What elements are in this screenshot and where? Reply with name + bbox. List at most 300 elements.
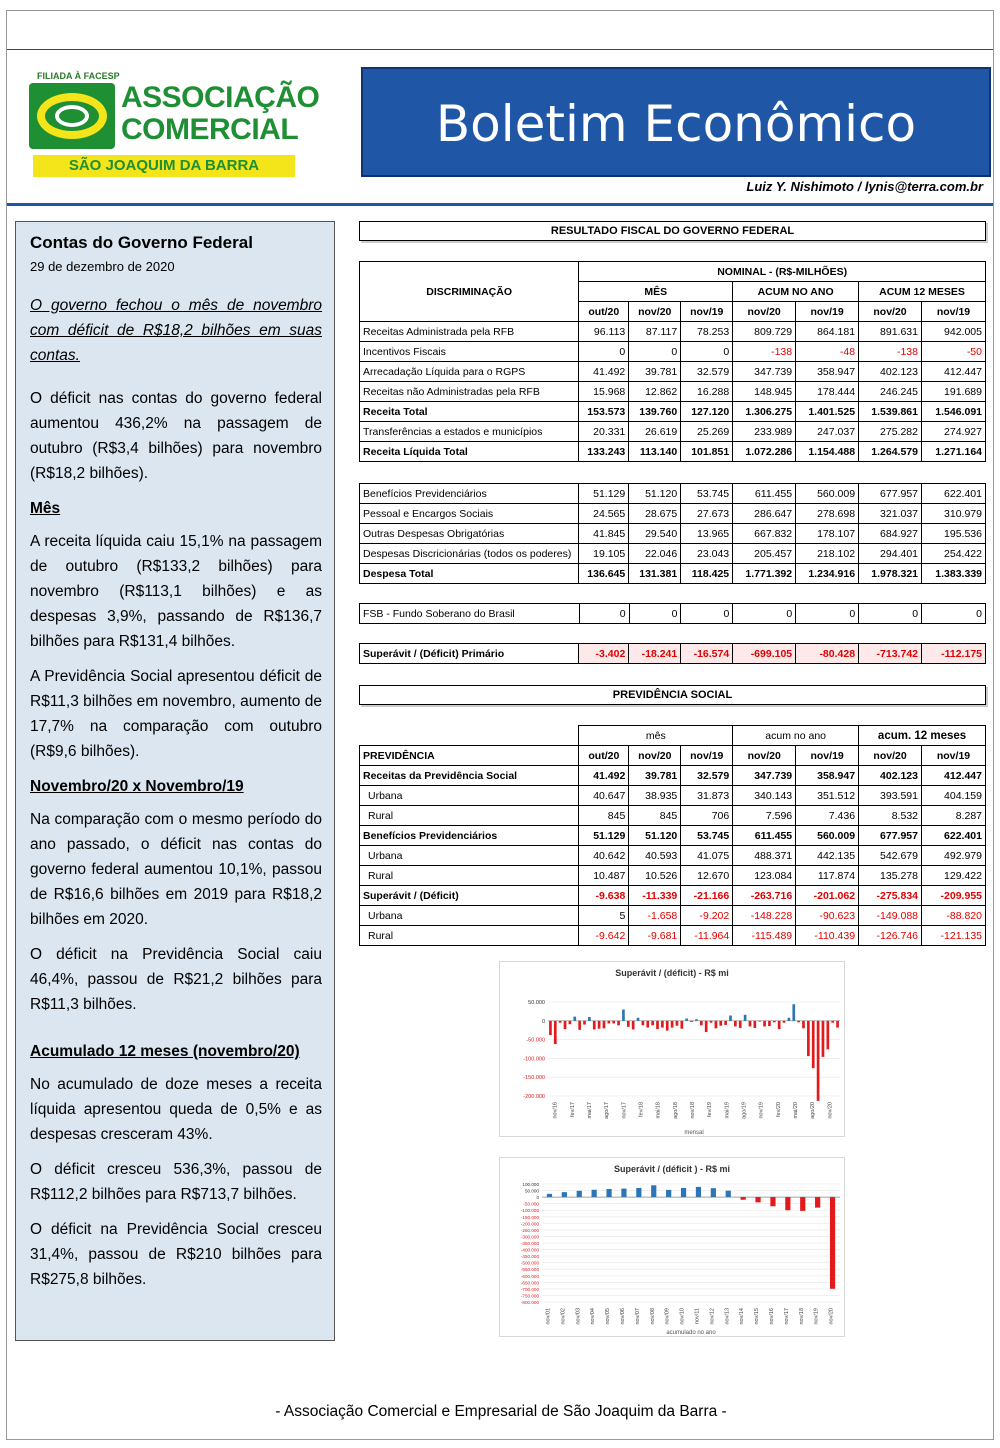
association-logo: [29, 71, 320, 181]
value-cell: -9.642: [579, 926, 629, 946]
y-tick-label: -500.000: [520, 1260, 539, 1266]
y-tick-label: -400.000: [520, 1247, 539, 1253]
column-header-discriminacao: DISCRIMINAÇÃO: [360, 262, 579, 322]
x-tick-label: nov/10: [679, 1308, 686, 1325]
value-cell: 7.596: [733, 806, 796, 826]
x-tick-label: nov/18: [690, 1102, 696, 1119]
value-cell: 1.271.164: [921, 442, 985, 462]
value-cell: 1.234.916: [796, 564, 859, 584]
value-cell: 0: [922, 604, 986, 624]
value-cell: 25.269: [681, 422, 733, 442]
row-label-header: PREVIDÊNCIA: [360, 746, 579, 766]
value-cell: 178.107: [796, 524, 859, 544]
value-cell: 24.565: [579, 504, 629, 524]
data-bar: [627, 1021, 630, 1027]
table-row: [360, 544, 986, 564]
value-cell: 51.120: [629, 826, 681, 846]
value-cell: 27.673: [681, 504, 733, 524]
x-tick-label: ago/17: [604, 1102, 611, 1119]
header-top-rule: [7, 49, 993, 50]
x-tick-label: nov/16: [552, 1102, 559, 1119]
value-cell: 40.647: [579, 786, 629, 806]
value-cell: 118.425: [681, 564, 733, 584]
x-tick-label: nov/19: [813, 1308, 820, 1325]
x-tick-label: mai/18: [655, 1102, 662, 1119]
data-bar: [646, 1021, 649, 1028]
y-tick-label: -650.000: [520, 1280, 539, 1286]
x-tick-label: nov/02: [560, 1308, 567, 1325]
value-cell: 131.381: [629, 564, 681, 584]
data-bar: [734, 1021, 737, 1027]
value-cell: -148.228: [733, 906, 796, 926]
value-cell: 1.539.861: [859, 402, 922, 422]
row-label: Despesas Discricionárias (todos os poderes): [360, 544, 579, 564]
article-paragraph: O déficit nas contas do governo federal aumentou 436,2% na passagem de outubro (R$3,4 bilhões) para novembro (R$18,2 bilhões).: [30, 390, 322, 482]
value-cell: 0: [579, 604, 629, 624]
table-row: [360, 362, 986, 382]
data-bar: [768, 1021, 771, 1026]
data-bar: [800, 1197, 805, 1211]
value-cell: 358.947: [796, 362, 859, 382]
value-cell: -126.746: [859, 926, 922, 946]
row-label: Urbana: [360, 846, 579, 866]
data-bar: [676, 1021, 679, 1026]
x-axis-label: acumulado no ano: [666, 1330, 716, 1336]
table-row: [360, 484, 986, 504]
value-cell: 127.120: [681, 402, 733, 422]
data-bar: [588, 1017, 591, 1021]
data-bar: [700, 1021, 703, 1026]
value-cell: 0: [733, 604, 796, 624]
value-cell: -201.062: [796, 886, 859, 906]
value-cell: 412.447: [921, 362, 985, 382]
value-cell: 340.143: [733, 786, 796, 806]
data-bar: [719, 1021, 722, 1026]
row-label: Receitas Administrada pela RFB: [360, 322, 579, 342]
table-row: [360, 524, 986, 544]
y-tick-label: -150.000: [520, 1214, 539, 1220]
x-tick-label: nov/20: [827, 1102, 834, 1119]
logo-line3: SÃO JOAQUIM DA BARRA: [33, 155, 295, 177]
y-tick-label: -700.000: [520, 1286, 539, 1292]
group-header: ACUM 12 MESES: [859, 282, 986, 302]
value-cell: 41.492: [579, 362, 629, 382]
row-label: Despesa Total: [360, 564, 579, 584]
x-tick-label: nov/07: [634, 1308, 641, 1325]
value-cell: -48: [796, 342, 859, 362]
data-bar: [680, 1021, 683, 1029]
value-cell: 1.383.339: [922, 564, 986, 584]
y-tick-label: 0: [541, 1018, 545, 1025]
value-cell: 29.540: [629, 524, 681, 544]
primary-result-table: [359, 643, 986, 664]
x-tick-label: nov/04: [590, 1308, 597, 1325]
value-cell: 706: [681, 806, 733, 826]
section-heading-mes: Mês: [30, 500, 61, 517]
previdencia-table: [359, 725, 986, 946]
data-bar: [785, 1197, 790, 1210]
x-tick-label: nov/17: [783, 1308, 790, 1325]
data-bar: [636, 1188, 641, 1197]
value-cell: 15.968: [579, 382, 629, 402]
value-cell: 40.642: [579, 846, 629, 866]
table-row: [360, 644, 986, 664]
value-cell: -115.489: [733, 926, 796, 946]
chart-title: Superávit / (déficit ) - R$ mi: [613, 1164, 731, 1174]
data-bar: [573, 1017, 576, 1021]
group-header: ACUM NO ANO: [733, 282, 859, 302]
value-cell: 19.105: [579, 544, 629, 564]
data-bar: [564, 1021, 567, 1029]
value-cell: 78.253: [681, 322, 733, 342]
x-tick-label: ago/19: [741, 1102, 748, 1119]
row-label: Rural: [360, 806, 579, 826]
data-bar: [831, 1021, 834, 1023]
data-bar: [830, 1197, 835, 1289]
value-cell: 0: [579, 342, 629, 362]
x-tick-label: fev/18: [638, 1102, 645, 1117]
y-tick-label: -100.000: [520, 1208, 539, 1214]
value-cell: 87.117: [629, 322, 681, 342]
value-cell: 32.579: [681, 362, 733, 382]
period-column-header: nov/20: [733, 302, 796, 322]
data-bar: [569, 1021, 572, 1024]
value-cell: 1.546.091: [921, 402, 985, 422]
row-label: Transferências a estados e municípios: [360, 422, 579, 442]
value-cell: 1.771.392: [733, 564, 796, 584]
value-cell: 864.181: [796, 322, 859, 342]
data-bar: [666, 1021, 669, 1031]
data-bar: [685, 1019, 688, 1021]
author-line: Luiz Y. Nishimoto / lynis@terra.com.br: [746, 179, 983, 194]
value-cell: 129.422: [922, 866, 986, 886]
value-cell: 135.278: [859, 866, 922, 886]
value-cell: 310.979: [922, 504, 986, 524]
value-cell: 1.072.286: [733, 442, 796, 462]
x-tick-label: ago/20: [810, 1102, 817, 1119]
value-cell: -699.105: [733, 644, 796, 664]
y-tick-label: -300.000: [520, 1234, 539, 1240]
value-cell: 247.037: [796, 422, 859, 442]
row-label: Rural: [360, 866, 579, 886]
value-cell: 246.245: [859, 382, 922, 402]
row-label: Receita Líquida Total: [360, 442, 579, 462]
value-cell: 891.631: [859, 322, 922, 342]
value-cell: 8.287: [922, 806, 986, 826]
x-tick-label: nov/19: [758, 1102, 765, 1119]
data-bar: [812, 1021, 815, 1068]
data-bar: [773, 1021, 776, 1023]
period-column-header: nov/20: [859, 746, 922, 766]
data-bar: [758, 1021, 761, 1022]
period-column-header: nov/19: [681, 302, 733, 322]
value-cell: 7.436: [796, 806, 859, 826]
value-cell: 136.645: [579, 564, 629, 584]
value-cell: 12.862: [629, 382, 681, 402]
value-cell: -50: [921, 342, 985, 362]
data-bar: [802, 1021, 805, 1029]
value-cell: 153.573: [579, 402, 629, 422]
y-tick-label: -350.000: [520, 1241, 539, 1246]
value-cell: 13.965: [681, 524, 733, 544]
value-cell: 0: [796, 604, 859, 624]
value-cell: 20.331: [579, 422, 629, 442]
value-cell: -138: [733, 342, 796, 362]
y-tick-label: -200.000: [523, 1094, 545, 1100]
table-row: [360, 504, 986, 524]
data-bar: [715, 1021, 718, 1029]
y-tick-label: 50.000: [528, 1000, 545, 1006]
value-cell: 278.698: [796, 504, 859, 524]
y-tick-label: -600.000: [520, 1273, 539, 1279]
data-bar: [681, 1188, 686, 1197]
y-tick-label: -150.000: [523, 1075, 545, 1082]
x-tick-label: nov/01: [545, 1308, 552, 1325]
value-cell: 96.113: [579, 322, 629, 342]
value-cell: 667.832: [733, 524, 796, 544]
period-column-header: nov/19: [796, 302, 859, 322]
data-bar: [705, 1021, 708, 1032]
value-cell: -209.955: [922, 886, 986, 906]
value-cell: 51.120: [629, 484, 681, 504]
y-tick-label: -250.000: [520, 1227, 539, 1233]
table-row: [360, 826, 986, 846]
value-cell: -11.964: [681, 926, 733, 946]
row-label: Superávit / (Déficit) Primário: [360, 644, 579, 664]
y-tick-label: -550.000: [520, 1267, 539, 1273]
value-cell: -275.834: [859, 886, 922, 906]
data-bar: [603, 1021, 606, 1029]
table-row: [360, 906, 986, 926]
value-cell: 294.401: [859, 544, 922, 564]
value-cell: 113.140: [629, 442, 681, 462]
fiscal-result-table: [359, 261, 986, 462]
data-bar: [583, 1021, 586, 1025]
group-header: acum. 12 meses: [859, 726, 986, 746]
article-paragraph: O déficit na Previdência Social caiu 46,4%, passou de R$21,2 bilhões para R$11,3 bilhões.: [30, 946, 322, 1013]
row-label: Incentivos Fiscais: [360, 342, 579, 362]
value-cell: 542.679: [859, 846, 922, 866]
value-cell: 611.455: [733, 484, 796, 504]
value-cell: 53.745: [681, 826, 733, 846]
x-tick-label: mai/17: [586, 1102, 593, 1119]
data-bar: [817, 1021, 820, 1101]
value-cell: 39.781: [629, 766, 681, 786]
y-tick-label: 0: [536, 1195, 539, 1201]
data-bar: [562, 1192, 567, 1197]
value-cell: 1.264.579: [859, 442, 922, 462]
row-label: Receita Total: [360, 402, 579, 422]
value-cell: 1.401.525: [796, 402, 859, 422]
article-lead: O governo fechou o mês de novembro com déficit de R$18,2 bilhões em suas contas.: [30, 297, 322, 364]
table-row: [360, 786, 986, 806]
value-cell: 8.532: [859, 806, 922, 826]
data-bar: [788, 1018, 791, 1021]
x-tick-label: nov/03: [575, 1308, 582, 1325]
y-tick-label: -50.000: [523, 1201, 539, 1207]
period-column-header: nov/20: [629, 746, 681, 766]
value-cell: 195.536: [922, 524, 986, 544]
data-bar: [695, 1019, 698, 1021]
value-cell: 218.102: [796, 544, 859, 564]
x-tick-label: nov/14: [739, 1308, 746, 1325]
value-cell: 5: [579, 906, 629, 926]
page: [6, 10, 994, 1440]
value-cell: 347.739: [733, 362, 796, 382]
data-bar: [651, 1021, 654, 1026]
value-cell: -90.623: [796, 906, 859, 926]
section-heading-acum: Acumulado 12 meses (novembro/20): [30, 1043, 300, 1060]
value-cell: 611.455: [733, 826, 796, 846]
value-cell: 275.282: [859, 422, 922, 442]
logo-affiliation: FILIADA À FACESP: [37, 71, 120, 81]
period-column-header: nov/20: [859, 302, 922, 322]
data-bar: [598, 1021, 601, 1029]
table-row: [360, 866, 986, 886]
value-cell: 393.591: [859, 786, 922, 806]
value-cell: 404.159: [922, 786, 986, 806]
table-row: [360, 846, 986, 866]
value-cell: -9.638: [579, 886, 629, 906]
value-cell: 351.512: [796, 786, 859, 806]
value-cell: -9.681: [629, 926, 681, 946]
value-cell: 492.979: [922, 846, 986, 866]
article-paragraph: A receita líquida caiu 15,1% na passagem de outubro (R$133,2 bilhões) para novembro (R$113,1 bilhões) e as despesas 3,9%, passando de R$136,7 bilhões para R$131,4 bilhões.: [30, 533, 322, 650]
title-banner: [361, 67, 991, 177]
x-tick-label: nov/15: [754, 1308, 761, 1325]
data-bar: [690, 1021, 693, 1022]
value-cell: 23.043: [681, 544, 733, 564]
table-row: [360, 342, 986, 362]
data-bar: [826, 1021, 829, 1050]
article-paragraph: A Previdência Social apresentou déficit de R$11,3 bilhões em novembro, aumento de 17,7% na comparação com outubro (R$9,6 bilhões).: [30, 668, 322, 760]
y-tick-label: -200.000: [520, 1221, 539, 1227]
data-bar: [549, 1021, 552, 1035]
value-cell: 41.075: [681, 846, 733, 866]
table-row: [360, 604, 986, 624]
monthly-balance-chart: [499, 961, 845, 1137]
article-paragraph: Na comparação com o mesmo período do ano passado, o déficit nas contas do governo federal aumentou 10,1%, passou de R$16,6 bilhões em 2019 para R$18,2 bilhões em 2020.: [30, 811, 322, 928]
x-tick-label: ago/18: [672, 1102, 679, 1119]
data-bar: [822, 1021, 825, 1057]
expense-table: [359, 483, 986, 584]
y-tick-label: -50.000: [526, 1037, 545, 1044]
period-column-header: nov/19: [922, 746, 986, 766]
data-bar: [642, 1021, 645, 1026]
x-tick-label: nov/16: [768, 1308, 775, 1325]
data-bar: [739, 1021, 742, 1028]
value-cell: 0: [629, 604, 681, 624]
table-row: [360, 926, 986, 946]
period-column-header: out/20: [579, 746, 629, 766]
value-cell: 101.851: [681, 442, 733, 462]
y-tick-label: -750.000: [520, 1293, 539, 1299]
article-paragraph: No acumulado de doze meses a receita líquida apresentou queda de 0,5% e as despesas cresceram 43%.: [30, 1076, 322, 1143]
period-column-header: nov/19: [681, 746, 733, 766]
value-cell: -21.166: [681, 886, 733, 906]
value-cell: -18.241: [629, 644, 681, 664]
data-bar: [666, 1190, 671, 1197]
data-bar: [792, 1004, 795, 1021]
value-cell: 123.084: [733, 866, 796, 886]
value-cell: -9.202: [681, 906, 733, 926]
x-tick-label: nov/13: [724, 1308, 731, 1325]
sidebar-article: [15, 221, 335, 1341]
value-cell: 254.422: [922, 544, 986, 564]
value-cell: 16.288: [681, 382, 733, 402]
value-cell: 0: [681, 604, 733, 624]
value-cell: 191.689: [921, 382, 985, 402]
value-cell: 38.935: [629, 786, 681, 806]
value-cell: 28.675: [629, 504, 681, 524]
value-cell: -16.574: [681, 644, 733, 664]
value-cell: -110.439: [796, 926, 859, 946]
row-label: Rural: [360, 926, 579, 946]
x-tick-label: nov/05: [605, 1308, 612, 1325]
x-tick-label: nov/12: [709, 1308, 716, 1325]
value-cell: 1.306.275: [733, 402, 796, 422]
table-row: [360, 806, 986, 826]
article-heading: Contas do Governo Federal: [30, 233, 253, 252]
value-cell: 32.579: [681, 766, 733, 786]
value-cell: -149.088: [859, 906, 922, 926]
y-tick-label: 50.000: [524, 1188, 539, 1194]
value-cell: 178.444: [796, 382, 859, 402]
data-bar: [797, 1021, 800, 1023]
logo-line1: ASSOCIAÇÃO: [121, 81, 320, 114]
row-label: Benefícios Previdenciários: [360, 826, 579, 846]
value-cell: 0: [681, 342, 733, 362]
data-bar: [612, 1021, 615, 1024]
value-cell: 622.401: [922, 826, 986, 846]
data-bar: [763, 1021, 766, 1027]
value-cell: 286.647: [733, 504, 796, 524]
value-cell: 51.129: [579, 826, 629, 846]
chart-title: Superávit / (déficit) - R$ mi: [615, 968, 729, 978]
value-cell: 39.781: [629, 362, 681, 382]
y-tick-label: -100.000: [523, 1056, 545, 1063]
accumulated-balance-chart: [499, 1157, 845, 1337]
value-cell: 205.457: [733, 544, 796, 564]
data-bar: [770, 1197, 775, 1206]
page-footer: - Associação Comercial e Empresarial de São Joaquim da Barra -: [275, 1403, 727, 1420]
value-cell: 347.739: [733, 766, 796, 786]
row-label: Urbana: [360, 906, 579, 926]
data-bar: [656, 1021, 659, 1029]
period-column-header: nov/20: [733, 746, 796, 766]
data-bar: [724, 1021, 727, 1025]
x-tick-label: nov/17: [621, 1102, 628, 1119]
value-cell: 622.401: [922, 484, 986, 504]
value-cell: 41.845: [579, 524, 629, 544]
x-tick-label: fev/19: [707, 1102, 714, 1117]
data-bar: [593, 1021, 596, 1030]
value-cell: 133.243: [579, 442, 629, 462]
data-bar: [778, 1021, 781, 1029]
period-column-header: out/20: [579, 302, 629, 322]
value-cell: -713.742: [859, 644, 922, 664]
value-cell: 51.129: [579, 484, 629, 504]
data-bar: [607, 1021, 610, 1024]
article-paragraph: O déficit na Previdência Social cresceu 31,4%, passou de R$210 bilhões para R$275,8 bilhões.: [30, 1221, 322, 1288]
value-cell: 0: [629, 342, 681, 362]
article-paragraph: O déficit cresceu 536,3%, passou de R$112,2 bilhões para R$713,7 bilhões.: [30, 1161, 322, 1203]
x-tick-label: fev/17: [569, 1102, 576, 1117]
data-bar: [578, 1021, 581, 1030]
prev-table-title: PREVIDÊNCIA SOCIAL: [359, 685, 986, 705]
table-row: [360, 322, 986, 342]
x-tick-label: nov/20: [828, 1308, 835, 1325]
